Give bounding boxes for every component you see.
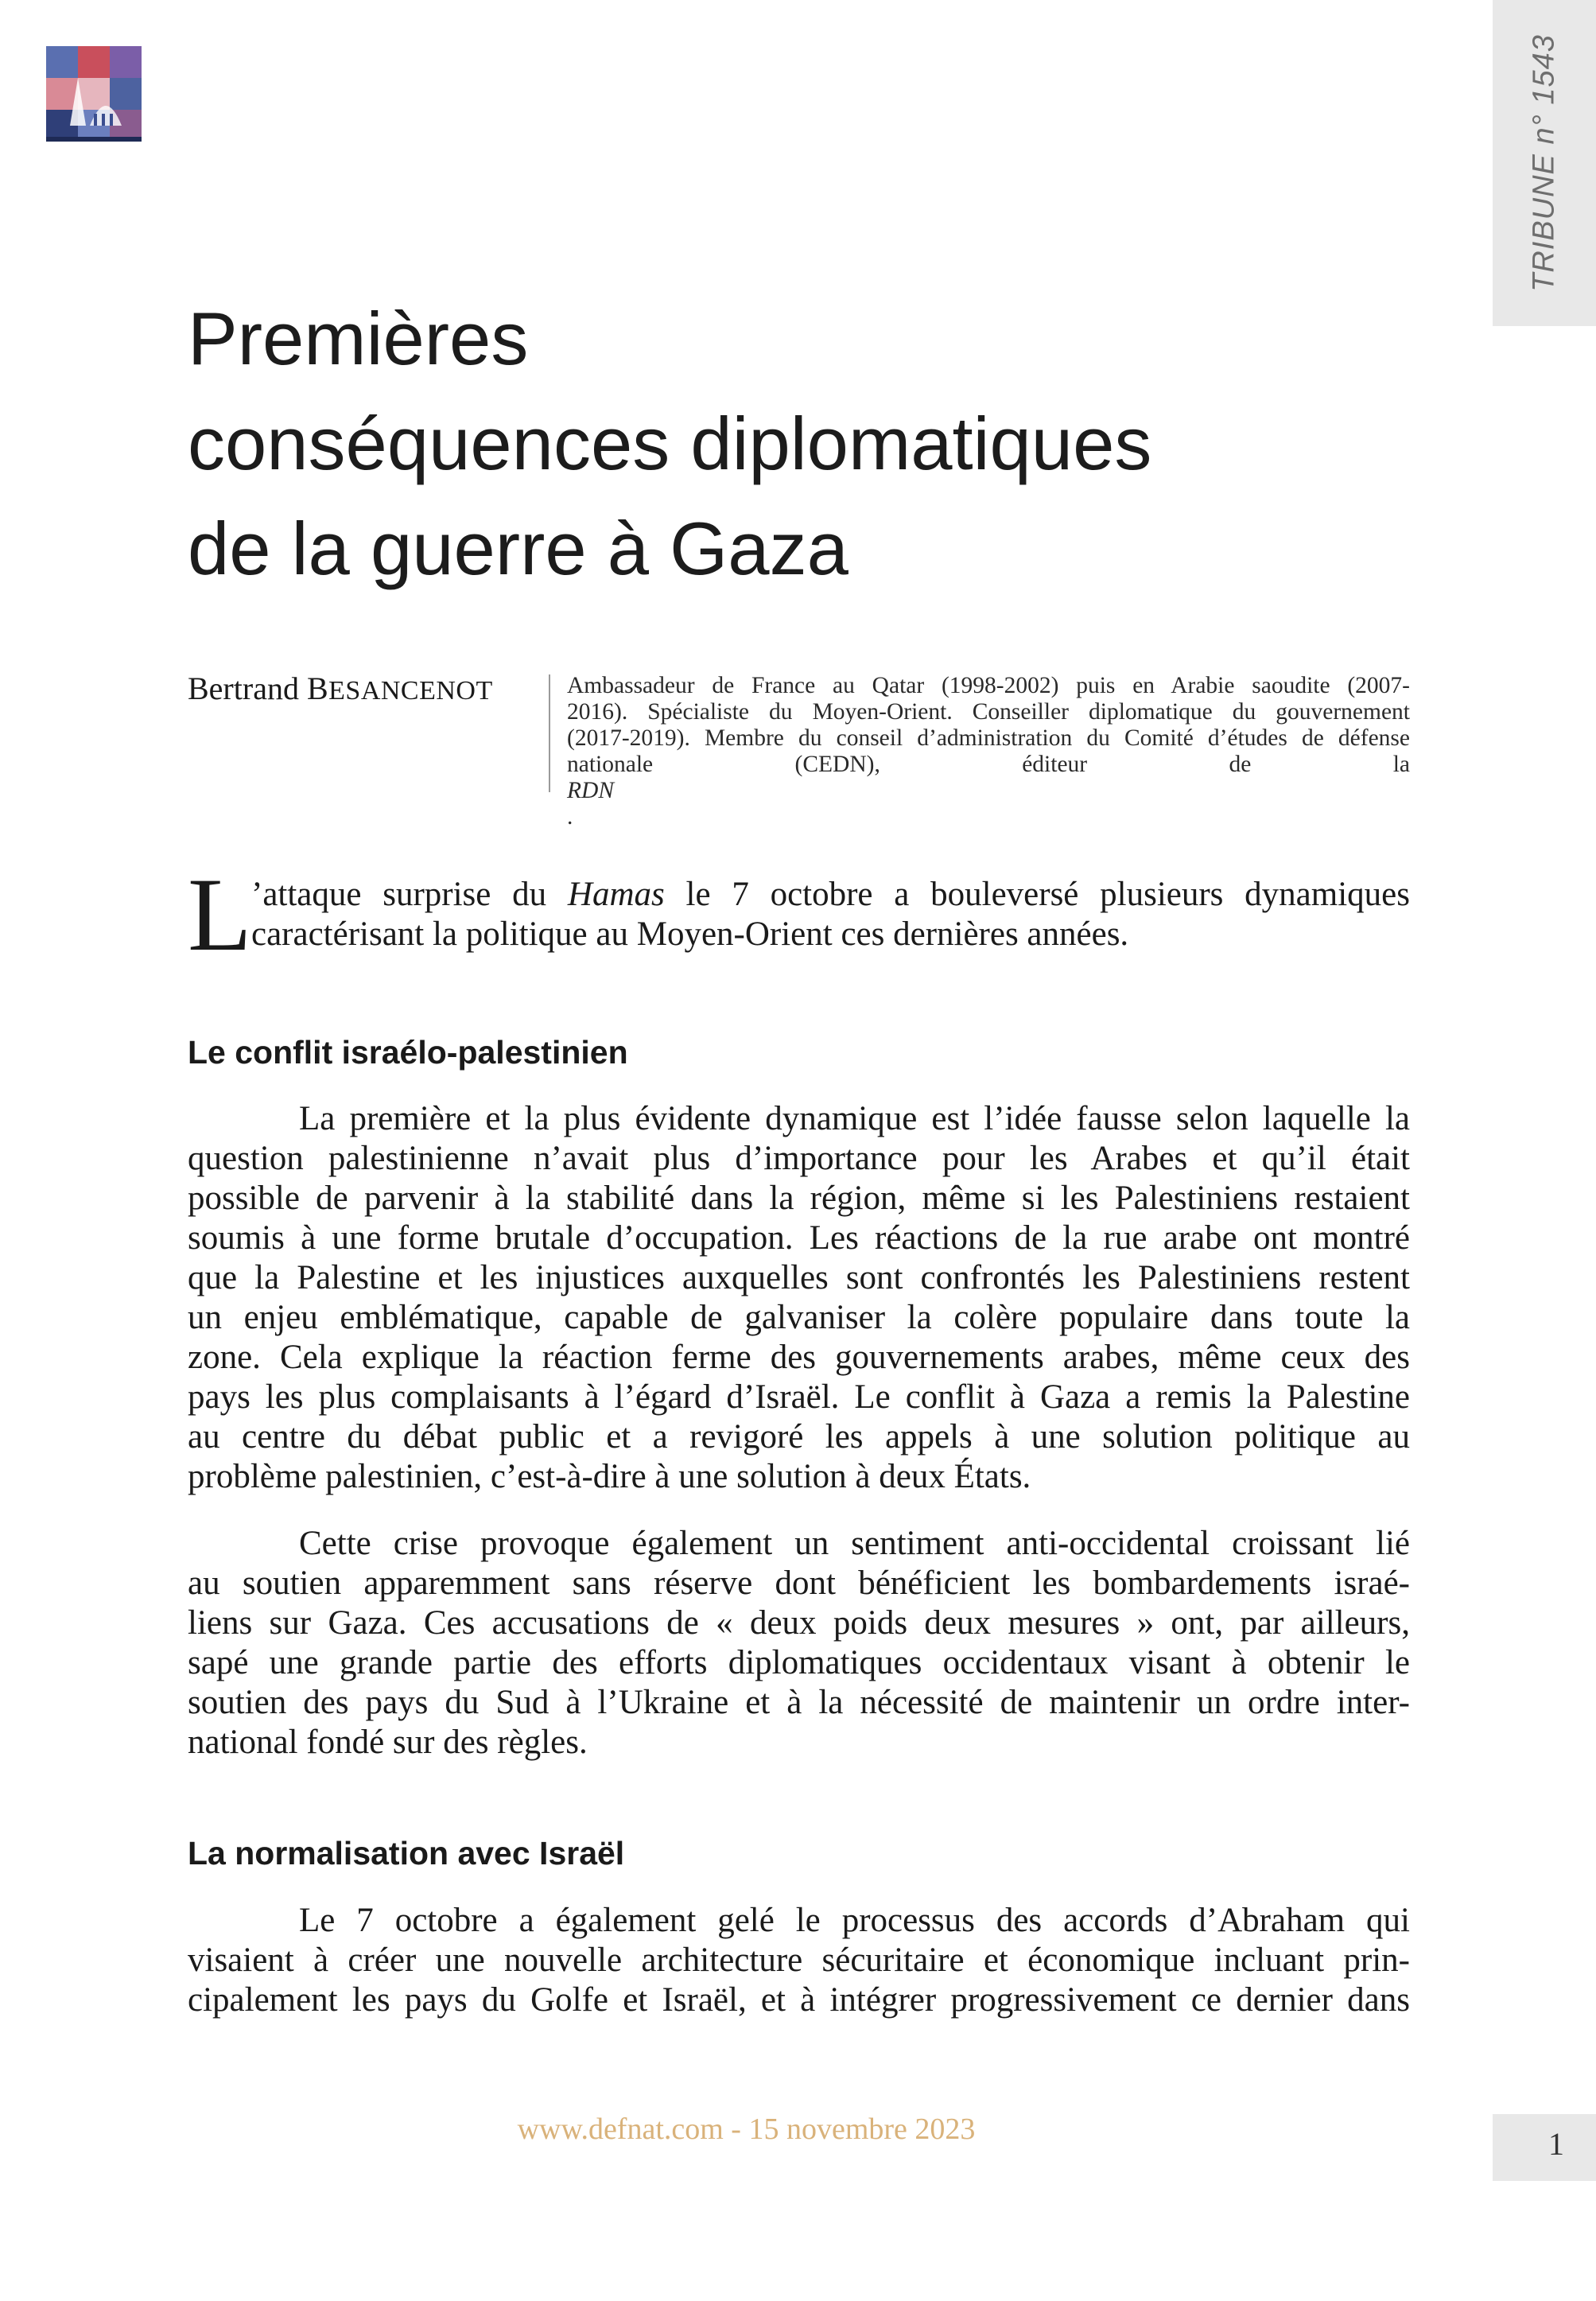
bio-line: (2017-2019). Membre du conseil d’administration du Comité d’études de défense	[567, 725, 1410, 751]
lead-line	[188, 875, 1410, 915]
text-line: national fondé sur des règles.	[188, 1724, 588, 1761]
text-line: Cette crise provoque également un sentiment anti-occidental croissant lié	[299, 1525, 1410, 1562]
footer-url-date[interactable]: www.defnat.com - 15 novembre 2023	[517, 2112, 976, 2146]
lead-text: ’attaque surprise du	[251, 876, 568, 913]
author-first-name: Bertrand	[188, 670, 299, 706]
lead-italic: Hamas	[567, 876, 665, 913]
publication-logo	[46, 46, 142, 142]
author-bio	[567, 673, 1410, 830]
text-line: liens sur Gaza. Ces accusations de « deux poids deux mesures » ont, par ailleurs,	[188, 1604, 1410, 1642]
logo-icon	[46, 46, 142, 142]
article-title	[188, 286, 1428, 601]
side-tab	[1493, 0, 1596, 326]
author-last-name	[306, 670, 493, 706]
text-line: cipalement les pays du Golfe et Israël, et à intégrer progressivement ce dernier dans	[188, 1981, 1410, 2019]
text-line: pays les plus complaisants à l’égard d’Israël. Le conflit à Gaza a remis la Palestine	[188, 1378, 1410, 1416]
text-line: sapé une grande partie des efforts diplomatiques occidentaux visant à obtenir le	[188, 1644, 1410, 1681]
body-paragraph	[188, 1901, 1410, 2020]
text-line: visaient à créer une nouvelle architecture sécuritaire et économique incluant prin-	[188, 1941, 1410, 1979]
author-last-name-initial: B	[306, 670, 329, 706]
text-line: soumis à une forme brutale d’occupation. Les réactions de la rue arabe ont montré	[188, 1219, 1410, 1257]
body-paragraph	[188, 1099, 1410, 1497]
text-line: soutien des pays du Sud à l’Ukraine et à la nécessité de maintenir un ordre inter-	[188, 1684, 1410, 1721]
title-line: conséquences diplomatiques	[188, 402, 1152, 485]
author-name	[188, 670, 493, 707]
text-line: au centre du débat public et a revigoré les appels à une solution politique au	[188, 1418, 1410, 1456]
text-line: Le 7 octobre a également gelé le processus des accords d’Abraham qui	[299, 1902, 1410, 1939]
text-line: que la Palestine et les injustices auxquelles sont confrontés les Palestiniens restent	[188, 1259, 1410, 1296]
bio-line: Ambassadeur de France au Qatar (1998-2002) puis en Arabie saoudite (2007-	[567, 673, 1410, 698]
text-line: problème palestinien, c’est-à-dire à une solution à deux États.	[188, 1458, 1031, 1495]
text-line: possible de parvenir à la stabilité dans la région, même si les Palestiniens restaient	[188, 1180, 1410, 1217]
page-number: 1	[1548, 2126, 1564, 2162]
bio-line-last	[567, 752, 1410, 830]
bio-text: .	[567, 804, 573, 830]
page-number-tab	[1493, 2114, 1596, 2181]
body-paragraph	[188, 1524, 1410, 1763]
bio-text: nationale (CEDN), éditeur de la	[567, 752, 1410, 777]
bio-italic: RDN	[567, 778, 614, 803]
title-line: Premières	[188, 297, 529, 380]
text-line: au soutien apparemment sans réserve dont bénéficient les bombardements israé-	[188, 1564, 1410, 1602]
text-line: un enjeu emblématique, capable de galvaniser la colère populaire dans toute la	[188, 1299, 1410, 1336]
section-heading: Le conflit israélo-palestinien	[188, 1034, 628, 1071]
text-line: zone. Cela explique la réaction ferme des gouvernements arabes, même ceux des	[188, 1339, 1410, 1376]
section-heading: La normalisation avec Israël	[188, 1835, 625, 1872]
tribune-number-label: TRIBUNE n° 1543	[1527, 34, 1561, 292]
lead-line: caractérisant la politique au Moyen-Orient ces dernières années.	[251, 915, 1129, 953]
lead-text: le 7 octobre a bouleversé plusieurs dynamiques	[664, 876, 1410, 913]
text-line: question palestinienne n’avait plus d’importance pour les Arabes et qu’il était	[188, 1140, 1410, 1177]
lead-paragraph	[188, 875, 1410, 954]
bio-line: 2016). Spécialiste du Moyen-Orient. Conseiller diplomatique du gouvernement	[567, 699, 1410, 725]
author-divider	[549, 674, 550, 792]
text-line: La première et la plus évidente dynamique est l’idée fausse selon laquelle la	[299, 1100, 1410, 1137]
author-last-name-rest: ESANCENOT	[328, 676, 493, 705]
title-line: de la guerre à Gaza	[188, 507, 848, 590]
drop-cap: L	[188, 856, 252, 973]
